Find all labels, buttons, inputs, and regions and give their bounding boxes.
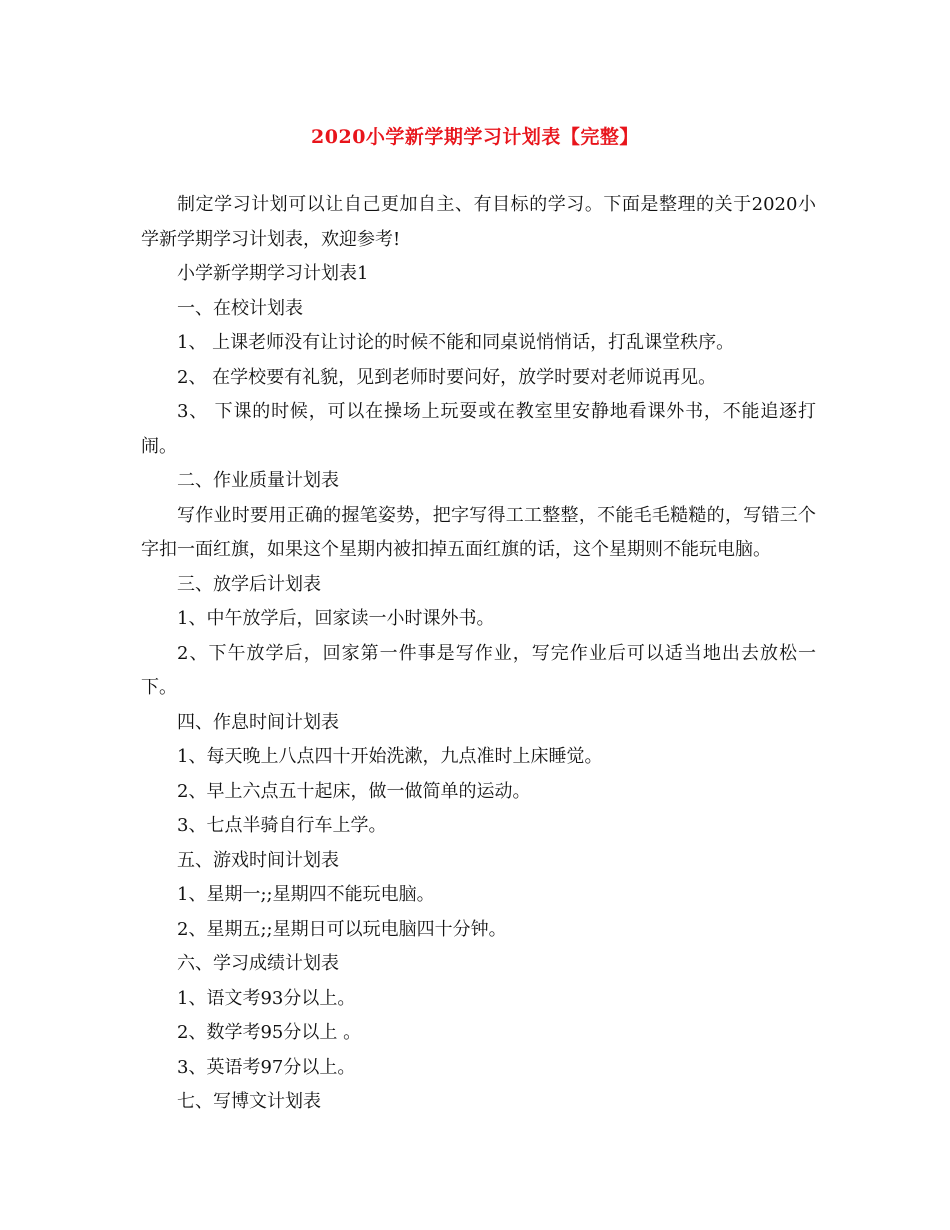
list-item: 2、数学考95分以上 。 xyxy=(177,1022,362,1043)
list-item: 2、下午放学后，回家第一件事是写作业，写完作业后可以适当地出去放松一下。 xyxy=(141,642,816,698)
document-title: 2020小学新学期学习计划表【完整】 xyxy=(311,126,639,148)
list-item: 1、星期一;;星期四不能玩电脑。 xyxy=(177,884,435,905)
section-heading: 六、学习成绩计划表 xyxy=(177,953,339,974)
list-item: 1、语文考93分以上。 xyxy=(177,987,356,1009)
list-item: 2、星期五;;星期日可以玩电脑四十分钟。 xyxy=(177,918,507,940)
section-heading: 七、写博文计划表 xyxy=(177,1091,321,1112)
list-item: 1、每天晚上八点四十开始洗漱，九点准时上床睡觉。 xyxy=(177,746,603,767)
paragraph: 写作业时要用正确的握笔姿势，把字写得工工整整，不能毛毛糙糙的，写错三个字扣一面红旗，如果这个星期内被扣掉五面红旗的话，这个星期则不能玩电脑。 xyxy=(141,504,816,560)
document-body xyxy=(141,188,816,1120)
list-item: 2、 在学校要有礼貌，见到老师时要问好，放学时要对老师说再见。 xyxy=(177,366,717,388)
list-item: 3、 下课的时候，可以在操场上玩耍或在教室里安静地看课外书，不能追逐打闹。 xyxy=(141,401,816,457)
paragraph: 制定学习计划可以让自己更加自主、有目标的学习。下面是整理的关于2020小学新学期学习计划表，欢迎参考! xyxy=(141,194,816,250)
section-heading: 小学新学期学习计划表1 xyxy=(177,263,369,284)
list-item: 3、七点半骑自行车上学。 xyxy=(177,815,387,836)
list-item: 1、中午放学后，回家读一小时课外书。 xyxy=(177,608,495,629)
list-item: 3、英语考97分以上。 xyxy=(177,1056,356,1078)
list-item: 2、早上六点五十起床，做一做简单的运动。 xyxy=(177,780,531,802)
section-heading: 二、作业质量计划表 xyxy=(177,470,339,491)
section-heading: 四、作息时间计划表 xyxy=(177,711,339,733)
section-heading: 一、在校计划表 xyxy=(177,297,303,319)
section-heading: 五、游戏时间计划表 xyxy=(177,849,339,871)
list-item: 1、 上课老师没有让讨论的时候不能和同桌说悄悄话，打乱课堂秩序。 xyxy=(177,332,735,353)
section-heading: 三、放学后计划表 xyxy=(177,573,321,595)
